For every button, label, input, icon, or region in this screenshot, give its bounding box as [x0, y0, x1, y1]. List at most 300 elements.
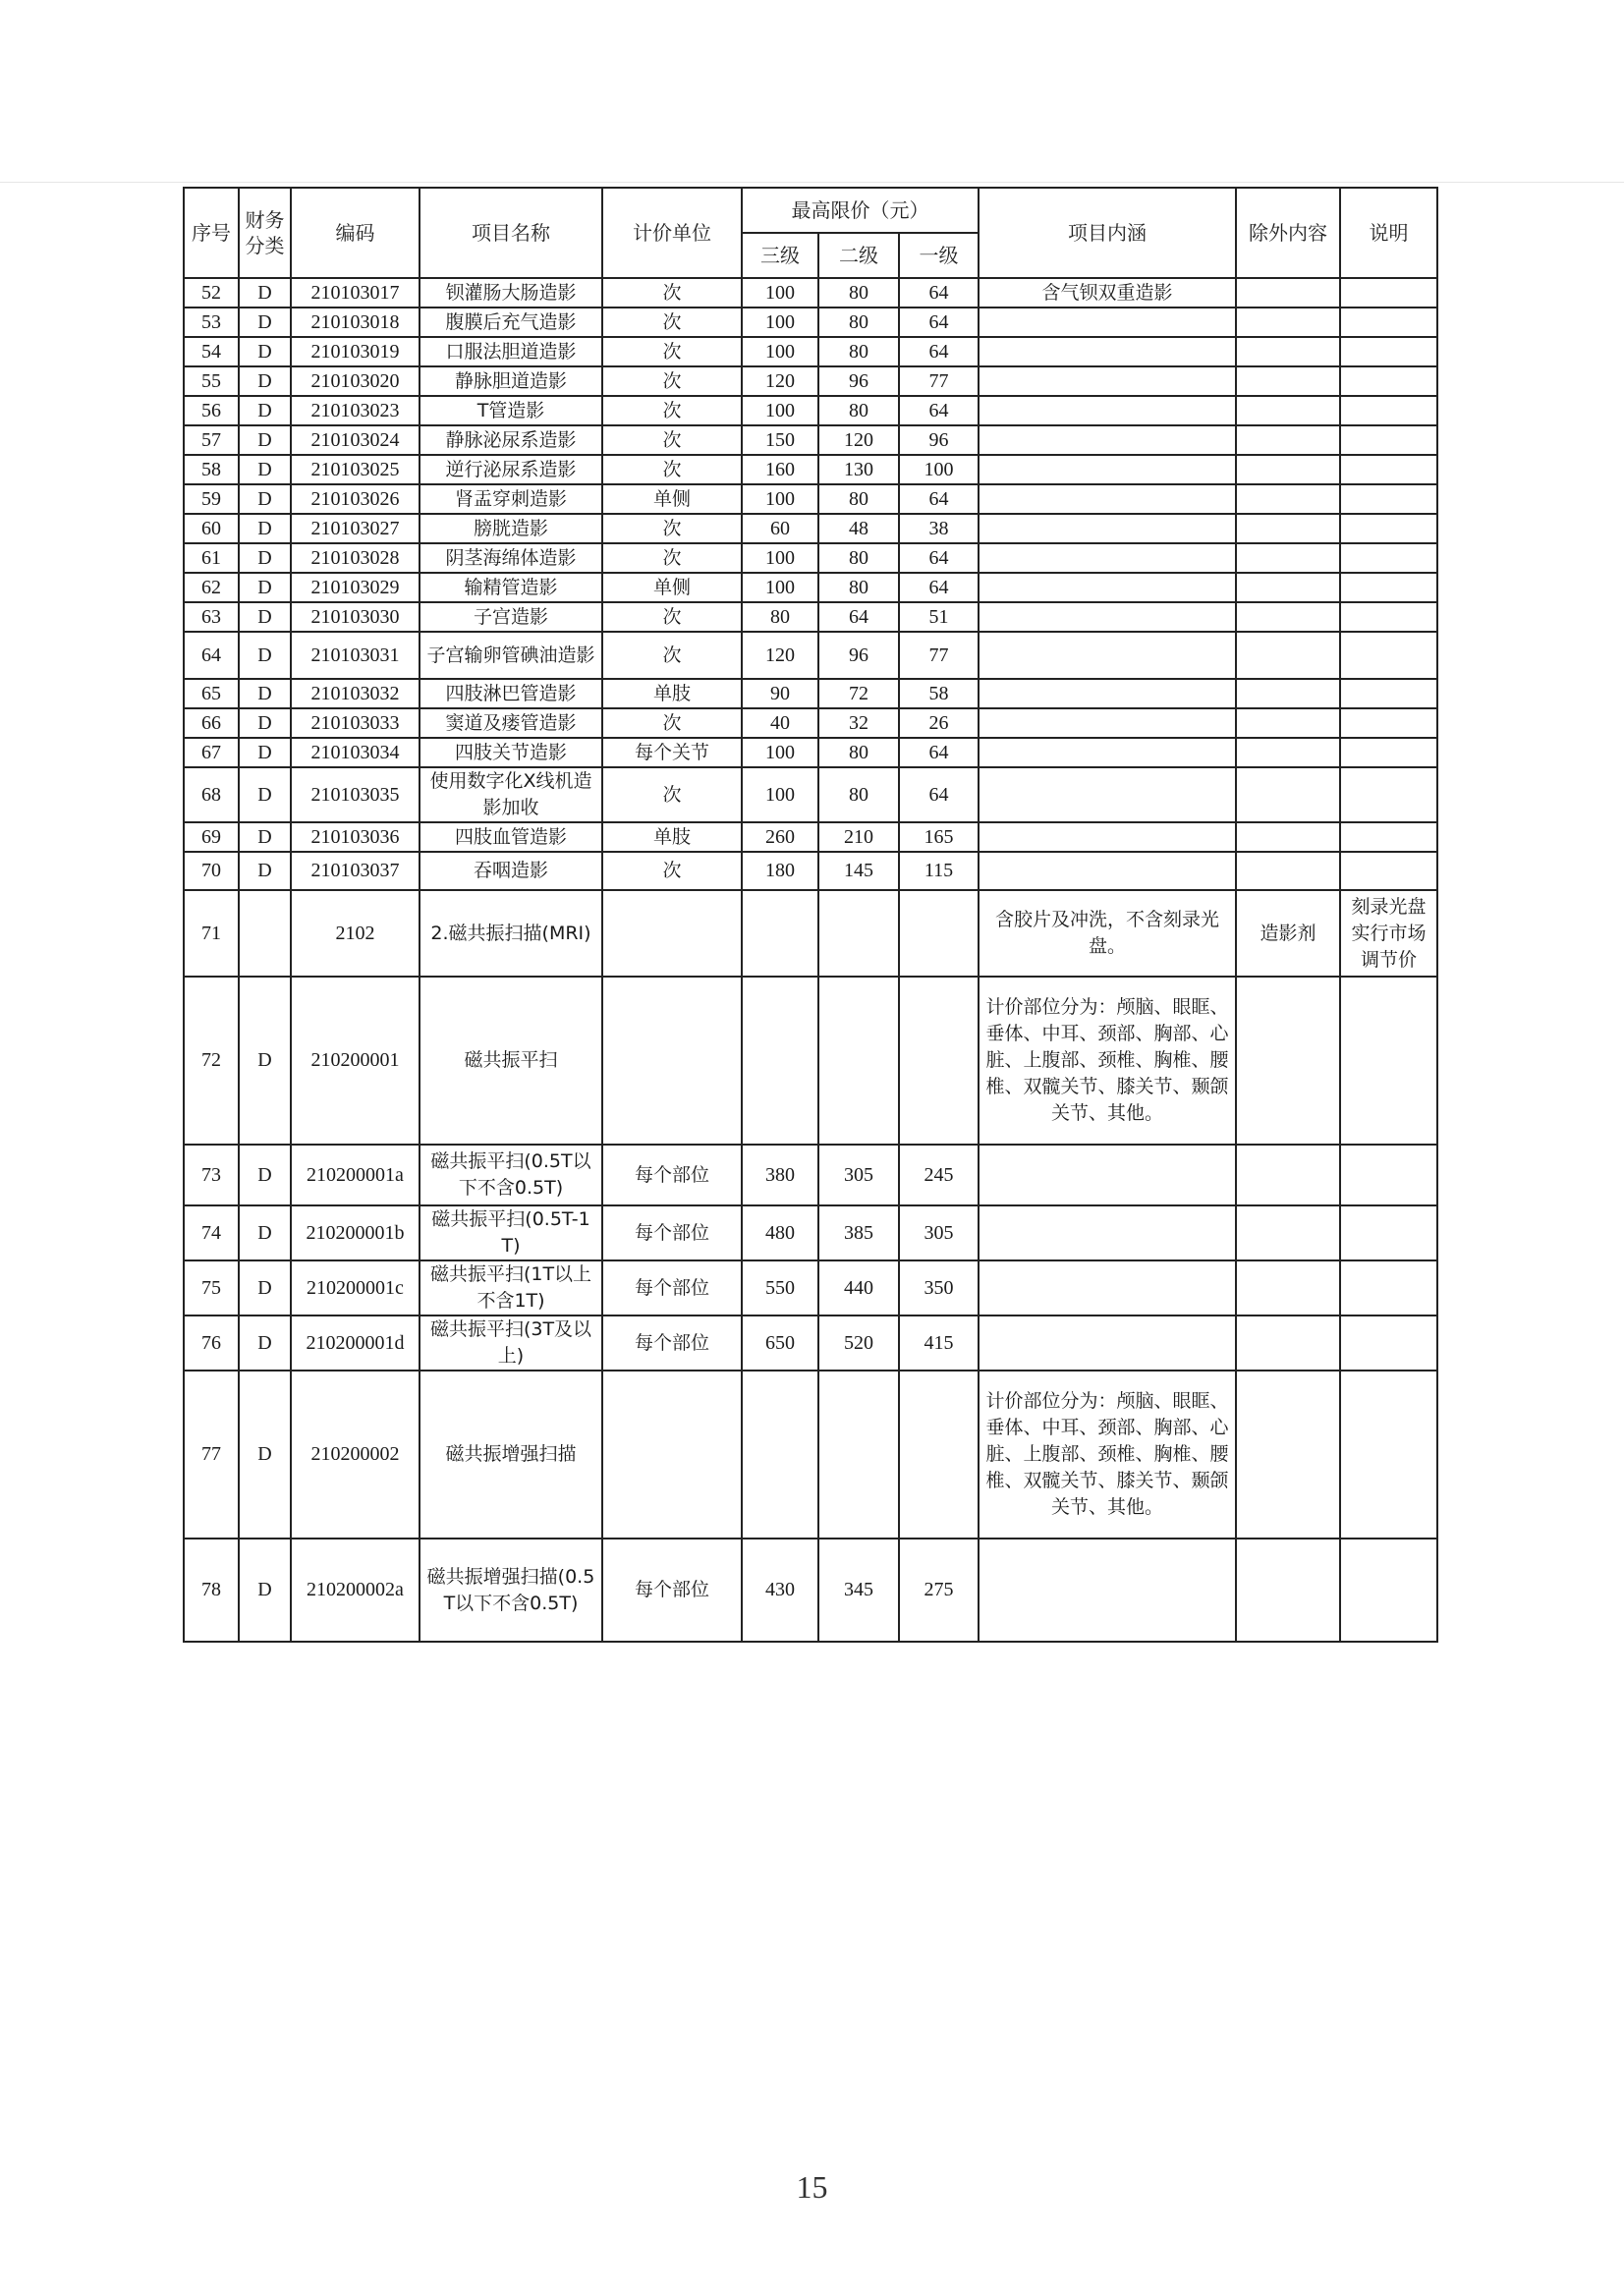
cell-price-level3: 120 [742, 366, 818, 396]
cell-notes [1340, 679, 1437, 708]
header-fin-class [239, 188, 291, 278]
cell-exclusions [1236, 366, 1340, 396]
cell-exclusions [1236, 822, 1340, 852]
cell-content [979, 738, 1236, 767]
cell-seq: 60 [184, 514, 239, 543]
cell-notes [1340, 543, 1437, 573]
cell-price-level3: 550 [742, 1260, 818, 1315]
cell-price-level1: 100 [899, 455, 979, 484]
cell-fin-class: D [239, 455, 291, 484]
cell-code: 210103029 [291, 573, 420, 602]
cell-unit: 次 [602, 602, 742, 632]
cell-notes [1340, 514, 1437, 543]
cell-price-level2: 120 [818, 425, 899, 455]
cell-content [979, 337, 1236, 366]
cell-unit: 次 [602, 366, 742, 396]
cell-content [979, 1145, 1236, 1205]
cell-code: 210103024 [291, 425, 420, 455]
cell-notes [1340, 1539, 1437, 1642]
cell-price-level3: 60 [742, 514, 818, 543]
cell-content [979, 708, 1236, 738]
cell-unit: 次 [602, 425, 742, 455]
cell-notes: 刻录光盘实行市场调节价 [1340, 890, 1437, 977]
header-notes: 说明 [1340, 188, 1437, 278]
cell-seq: 65 [184, 679, 239, 708]
cell-notes [1340, 308, 1437, 337]
cell-fin-class: D [239, 366, 291, 396]
cell-code: 210200001 [291, 977, 420, 1145]
cell-price-level2: 80 [818, 484, 899, 514]
cell-unit: 每个部位 [602, 1539, 742, 1642]
price-table-page [183, 187, 1436, 1643]
cell-code: 210103031 [291, 632, 420, 679]
cell-price-level3: 380 [742, 1145, 818, 1205]
cell-seq: 72 [184, 977, 239, 1145]
cell-notes [1340, 337, 1437, 366]
cell-price-level2: 80 [818, 337, 899, 366]
cell-price-level2: 305 [818, 1145, 899, 1205]
cell-unit: 次 [602, 543, 742, 573]
cell-fin-class: D [239, 738, 291, 767]
cell-fin-class: D [239, 1205, 291, 1260]
cell-price-level1: 77 [899, 366, 979, 396]
cell-unit: 次 [602, 852, 742, 890]
cell-seq: 64 [184, 632, 239, 679]
header-unit: 计价单位 [602, 188, 742, 278]
cell-seq: 74 [184, 1205, 239, 1260]
cell-name: 子宫造影 [420, 602, 602, 632]
cell-price-level3: 100 [742, 484, 818, 514]
cell-seq: 63 [184, 602, 239, 632]
header-exclusions: 除外内容 [1236, 188, 1340, 278]
cell-price-level2: 80 [818, 738, 899, 767]
cell-notes [1340, 822, 1437, 852]
cell-price-level2: 440 [818, 1260, 899, 1315]
table-row [184, 1260, 1437, 1315]
cell-price-level3: 120 [742, 632, 818, 679]
cell-code: 210200001a [291, 1145, 420, 1205]
cell-notes [1340, 708, 1437, 738]
cell-content [979, 484, 1236, 514]
cell-code: 210200001b [291, 1205, 420, 1260]
cell-price-level3 [742, 890, 818, 977]
cell-exclusions [1236, 852, 1340, 890]
cell-unit: 次 [602, 278, 742, 308]
cell-code: 210103037 [291, 852, 420, 890]
page-top-rule [0, 182, 1624, 183]
cell-price-level2: 80 [818, 308, 899, 337]
cell-fin-class: D [239, 396, 291, 425]
table-row [184, 1371, 1437, 1539]
cell-code: 210103025 [291, 455, 420, 484]
table-row [184, 767, 1437, 822]
cell-seq: 62 [184, 573, 239, 602]
cell-seq: 56 [184, 396, 239, 425]
table-row [184, 977, 1437, 1145]
cell-price-level1: 305 [899, 1205, 979, 1260]
cell-exclusions [1236, 573, 1340, 602]
cell-fin-class: D [239, 484, 291, 514]
cell-unit: 次 [602, 455, 742, 484]
cell-price-level3: 650 [742, 1315, 818, 1371]
cell-price-level3: 160 [742, 455, 818, 484]
cell-price-level3: 90 [742, 679, 818, 708]
cell-notes [1340, 425, 1437, 455]
cell-code: 210103035 [291, 767, 420, 822]
cell-name: 口服法胆道造影 [420, 337, 602, 366]
header-level1: 一级 [899, 233, 979, 278]
cell-unit: 每个部位 [602, 1260, 742, 1315]
cell-code: 210200001d [291, 1315, 420, 1371]
cell-price-level2: 80 [818, 573, 899, 602]
cell-content [979, 514, 1236, 543]
cell-price-level1: 96 [899, 425, 979, 455]
cell-notes [1340, 1145, 1437, 1205]
cell-exclusions [1236, 514, 1340, 543]
cell-unit: 次 [602, 632, 742, 679]
cell-unit: 单侧 [602, 484, 742, 514]
cell-exclusions [1236, 738, 1340, 767]
cell-name: 四肢血管造影 [420, 822, 602, 852]
cell-fin-class: D [239, 602, 291, 632]
cell-fin-class: D [239, 708, 291, 738]
cell-fin-class: D [239, 425, 291, 455]
cell-name: 阴茎海绵体造影 [420, 543, 602, 573]
cell-exclusions [1236, 632, 1340, 679]
table-header [184, 188, 1437, 278]
cell-exclusions [1236, 425, 1340, 455]
cell-price-level1: 64 [899, 337, 979, 366]
cell-exclusions [1236, 767, 1340, 822]
cell-price-level2: 385 [818, 1205, 899, 1260]
cell-exclusions [1236, 679, 1340, 708]
cell-notes [1340, 767, 1437, 822]
cell-fin-class: D [239, 1371, 291, 1539]
cell-price-level2: 80 [818, 543, 899, 573]
cell-price-level1: 38 [899, 514, 979, 543]
cell-content: 含气钡双重造影 [979, 278, 1236, 308]
price-table [183, 187, 1438, 1643]
table-row [184, 1145, 1437, 1205]
cell-seq: 69 [184, 822, 239, 852]
cell-content: 计价部位分为：颅脑、眼眶、垂体、中耳、颈部、胸部、心脏、上腹部、颈椎、胸椎、腰椎、双髋关节、膝关节、颞颌关节、其他。 [979, 977, 1236, 1145]
cell-code: 210200002a [291, 1539, 420, 1642]
table-row [184, 1539, 1437, 1642]
cell-code: 210103017 [291, 278, 420, 308]
cell-seq: 61 [184, 543, 239, 573]
cell-content [979, 573, 1236, 602]
table-row [184, 822, 1437, 852]
cell-price-level2 [818, 890, 899, 977]
table-row [184, 308, 1437, 337]
cell-seq: 58 [184, 455, 239, 484]
cell-name: T管造影 [420, 396, 602, 425]
cell-fin-class: D [239, 1260, 291, 1315]
cell-price-level1: 64 [899, 543, 979, 573]
cell-price-level2: 72 [818, 679, 899, 708]
cell-price-level3: 100 [742, 543, 818, 573]
cell-code: 210103033 [291, 708, 420, 738]
table-row [184, 366, 1437, 396]
cell-price-level3 [742, 977, 818, 1145]
cell-seq: 54 [184, 337, 239, 366]
cell-unit: 单肢 [602, 822, 742, 852]
cell-exclusions [1236, 1539, 1340, 1642]
cell-notes [1340, 278, 1437, 308]
cell-exclusions [1236, 543, 1340, 573]
cell-content [979, 679, 1236, 708]
cell-notes [1340, 738, 1437, 767]
cell-price-level1: 64 [899, 278, 979, 308]
cell-name: 磁共振平扫 [420, 977, 602, 1145]
cell-name: 使用数字化X线机造影加收 [420, 767, 602, 822]
cell-price-level3: 100 [742, 278, 818, 308]
cell-seq: 68 [184, 767, 239, 822]
cell-exclusions [1236, 1315, 1340, 1371]
cell-unit [602, 1371, 742, 1539]
cell-code: 210103019 [291, 337, 420, 366]
cell-price-level3: 480 [742, 1205, 818, 1260]
cell-exclusions [1236, 484, 1340, 514]
cell-code: 210103026 [291, 484, 420, 514]
cell-price-level1: 64 [899, 767, 979, 822]
cell-exclusions [1236, 1205, 1340, 1260]
cell-notes [1340, 484, 1437, 514]
cell-price-level2: 145 [818, 852, 899, 890]
cell-notes [1340, 366, 1437, 396]
cell-name: 吞咽造影 [420, 852, 602, 890]
cell-price-level1: 58 [899, 679, 979, 708]
cell-exclusions [1236, 602, 1340, 632]
cell-code: 210103020 [291, 366, 420, 396]
cell-name: 腹膜后充气造影 [420, 308, 602, 337]
cell-content [979, 425, 1236, 455]
cell-name: 膀胱造影 [420, 514, 602, 543]
cell-name: 2.磁共振扫描(MRI) [420, 890, 602, 977]
cell-unit: 每个部位 [602, 1315, 742, 1371]
cell-price-level3: 100 [742, 767, 818, 822]
cell-price-level1: 51 [899, 602, 979, 632]
cell-unit: 单肢 [602, 679, 742, 708]
table-body [184, 278, 1437, 1642]
cell-seq: 66 [184, 708, 239, 738]
table-row [184, 484, 1437, 514]
cell-unit: 每个关节 [602, 738, 742, 767]
cell-exclusions: 造影剂 [1236, 890, 1340, 977]
cell-notes [1340, 1205, 1437, 1260]
page-number: 15 [796, 2169, 828, 2205]
cell-code: 210103023 [291, 396, 420, 425]
cell-content [979, 852, 1236, 890]
cell-seq: 75 [184, 1260, 239, 1315]
cell-price-level1: 64 [899, 308, 979, 337]
cell-price-level1 [899, 977, 979, 1145]
cell-unit: 每个部位 [602, 1205, 742, 1260]
cell-price-level2: 210 [818, 822, 899, 852]
cell-unit [602, 890, 742, 977]
cell-seq: 70 [184, 852, 239, 890]
table-row [184, 1205, 1437, 1260]
cell-seq: 59 [184, 484, 239, 514]
cell-exclusions [1236, 1260, 1340, 1315]
cell-price-level1 [899, 1371, 979, 1539]
cell-content [979, 822, 1236, 852]
cell-price-level3: 260 [742, 822, 818, 852]
cell-unit: 次 [602, 708, 742, 738]
header-name: 项目名称 [420, 188, 602, 278]
cell-unit: 次 [602, 308, 742, 337]
cell-price-level2: 80 [818, 767, 899, 822]
cell-code: 210103036 [291, 822, 420, 852]
cell-fin-class: D [239, 1145, 291, 1205]
cell-code: 210103028 [291, 543, 420, 573]
cell-seq: 78 [184, 1539, 239, 1642]
cell-price-level2: 48 [818, 514, 899, 543]
cell-price-level3: 150 [742, 425, 818, 455]
cell-fin-class: D [239, 514, 291, 543]
table-row [184, 890, 1437, 977]
cell-exclusions [1236, 977, 1340, 1145]
cell-content [979, 308, 1236, 337]
cell-price-level2: 96 [818, 366, 899, 396]
cell-price-level1 [899, 890, 979, 977]
cell-fin-class: D [239, 543, 291, 573]
cell-price-level1: 275 [899, 1539, 979, 1642]
cell-fin-class: D [239, 822, 291, 852]
cell-content [979, 602, 1236, 632]
cell-name: 磁共振平扫(0.5T-1T) [420, 1205, 602, 1260]
cell-unit: 次 [602, 767, 742, 822]
cell-content: 计价部位分为：颅脑、眼眶、垂体、中耳、颈部、胸部、心脏、上腹部、颈椎、胸椎、腰椎、双髋关节、膝关节、颞颌关节、其他。 [979, 1371, 1236, 1539]
cell-price-level2: 520 [818, 1315, 899, 1371]
cell-exclusions [1236, 308, 1340, 337]
cell-fin-class: D [239, 1539, 291, 1642]
cell-price-level1: 64 [899, 573, 979, 602]
cell-fin-class: D [239, 977, 291, 1145]
cell-price-level3: 100 [742, 337, 818, 366]
cell-notes [1340, 396, 1437, 425]
cell-fin-class: D [239, 852, 291, 890]
cell-price-level1: 165 [899, 822, 979, 852]
cell-fin-class: D [239, 679, 291, 708]
cell-unit: 次 [602, 514, 742, 543]
table-row [184, 278, 1437, 308]
cell-name: 钡灌肠大肠造影 [420, 278, 602, 308]
cell-content: 含胶片及冲洗，不含刻录光盘。 [979, 890, 1236, 977]
cell-name: 静脉泌尿系造影 [420, 425, 602, 455]
cell-name: 磁共振增强扫描(0.5T以下不含0.5T) [420, 1539, 602, 1642]
cell-code: 210200001c [291, 1260, 420, 1315]
header-level3: 三级 [742, 233, 818, 278]
cell-name: 子宫输卵管碘油造影 [420, 632, 602, 679]
cell-content [979, 632, 1236, 679]
cell-seq: 76 [184, 1315, 239, 1371]
cell-price-level1: 64 [899, 484, 979, 514]
cell-price-level3: 100 [742, 573, 818, 602]
table-row [184, 632, 1437, 679]
cell-exclusions [1236, 708, 1340, 738]
table-row [184, 425, 1437, 455]
cell-name: 磁共振平扫(0.5T以下不含0.5T) [420, 1145, 602, 1205]
cell-content [979, 1539, 1236, 1642]
cell-price-level1: 64 [899, 396, 979, 425]
cell-price-level1: 77 [899, 632, 979, 679]
cell-unit: 次 [602, 396, 742, 425]
cell-unit: 次 [602, 337, 742, 366]
table-row [184, 738, 1437, 767]
cell-content [979, 1315, 1236, 1371]
cell-price-level2: 130 [818, 455, 899, 484]
cell-notes [1340, 1260, 1437, 1315]
cell-price-level2: 80 [818, 278, 899, 308]
table-row [184, 455, 1437, 484]
cell-code: 210103032 [291, 679, 420, 708]
cell-fin-class: D [239, 337, 291, 366]
cell-price-level2: 32 [818, 708, 899, 738]
cell-price-level1: 26 [899, 708, 979, 738]
cell-unit: 单侧 [602, 573, 742, 602]
cell-seq: 57 [184, 425, 239, 455]
cell-price-level2: 96 [818, 632, 899, 679]
cell-name: 四肢淋巴管造影 [420, 679, 602, 708]
cell-name: 静脉胆道造影 [420, 366, 602, 396]
table-row [184, 396, 1437, 425]
header-fin-class-text: 财务分类 [245, 208, 285, 257]
cell-notes [1340, 977, 1437, 1145]
cell-notes [1340, 1315, 1437, 1371]
cell-notes [1340, 1371, 1437, 1539]
cell-price-level1: 245 [899, 1145, 979, 1205]
cell-seq: 53 [184, 308, 239, 337]
cell-price-level2: 345 [818, 1539, 899, 1642]
cell-name: 输精管造影 [420, 573, 602, 602]
cell-price-level3: 180 [742, 852, 818, 890]
cell-notes [1340, 632, 1437, 679]
cell-exclusions [1236, 1145, 1340, 1205]
cell-notes [1340, 455, 1437, 484]
table-row [184, 602, 1437, 632]
cell-fin-class [239, 890, 291, 977]
cell-price-level2 [818, 1371, 899, 1539]
cell-content [979, 1260, 1236, 1315]
cell-name: 磁共振平扫(1T以上不含1T) [420, 1260, 602, 1315]
table-row [184, 543, 1437, 573]
cell-exclusions [1236, 337, 1340, 366]
cell-name: 肾盂穿刺造影 [420, 484, 602, 514]
cell-code: 210103030 [291, 602, 420, 632]
cell-unit [602, 977, 742, 1145]
cell-code: 210200002 [291, 1371, 420, 1539]
cell-fin-class: D [239, 1315, 291, 1371]
cell-price-level1: 415 [899, 1315, 979, 1371]
cell-content [979, 366, 1236, 396]
cell-code: 210103027 [291, 514, 420, 543]
cell-name: 磁共振平扫(3T及以上) [420, 1315, 602, 1371]
cell-price-level1: 350 [899, 1260, 979, 1315]
cell-seq: 73 [184, 1145, 239, 1205]
cell-name: 逆行泌尿系造影 [420, 455, 602, 484]
header-seq: 序号 [184, 188, 239, 278]
cell-price-level2: 80 [818, 396, 899, 425]
cell-unit: 每个部位 [602, 1145, 742, 1205]
cell-price-level3: 430 [742, 1539, 818, 1642]
cell-code: 210103034 [291, 738, 420, 767]
cell-exclusions [1236, 455, 1340, 484]
cell-content [979, 455, 1236, 484]
cell-price-level3: 40 [742, 708, 818, 738]
cell-price-level3 [742, 1371, 818, 1539]
table-row [184, 679, 1437, 708]
